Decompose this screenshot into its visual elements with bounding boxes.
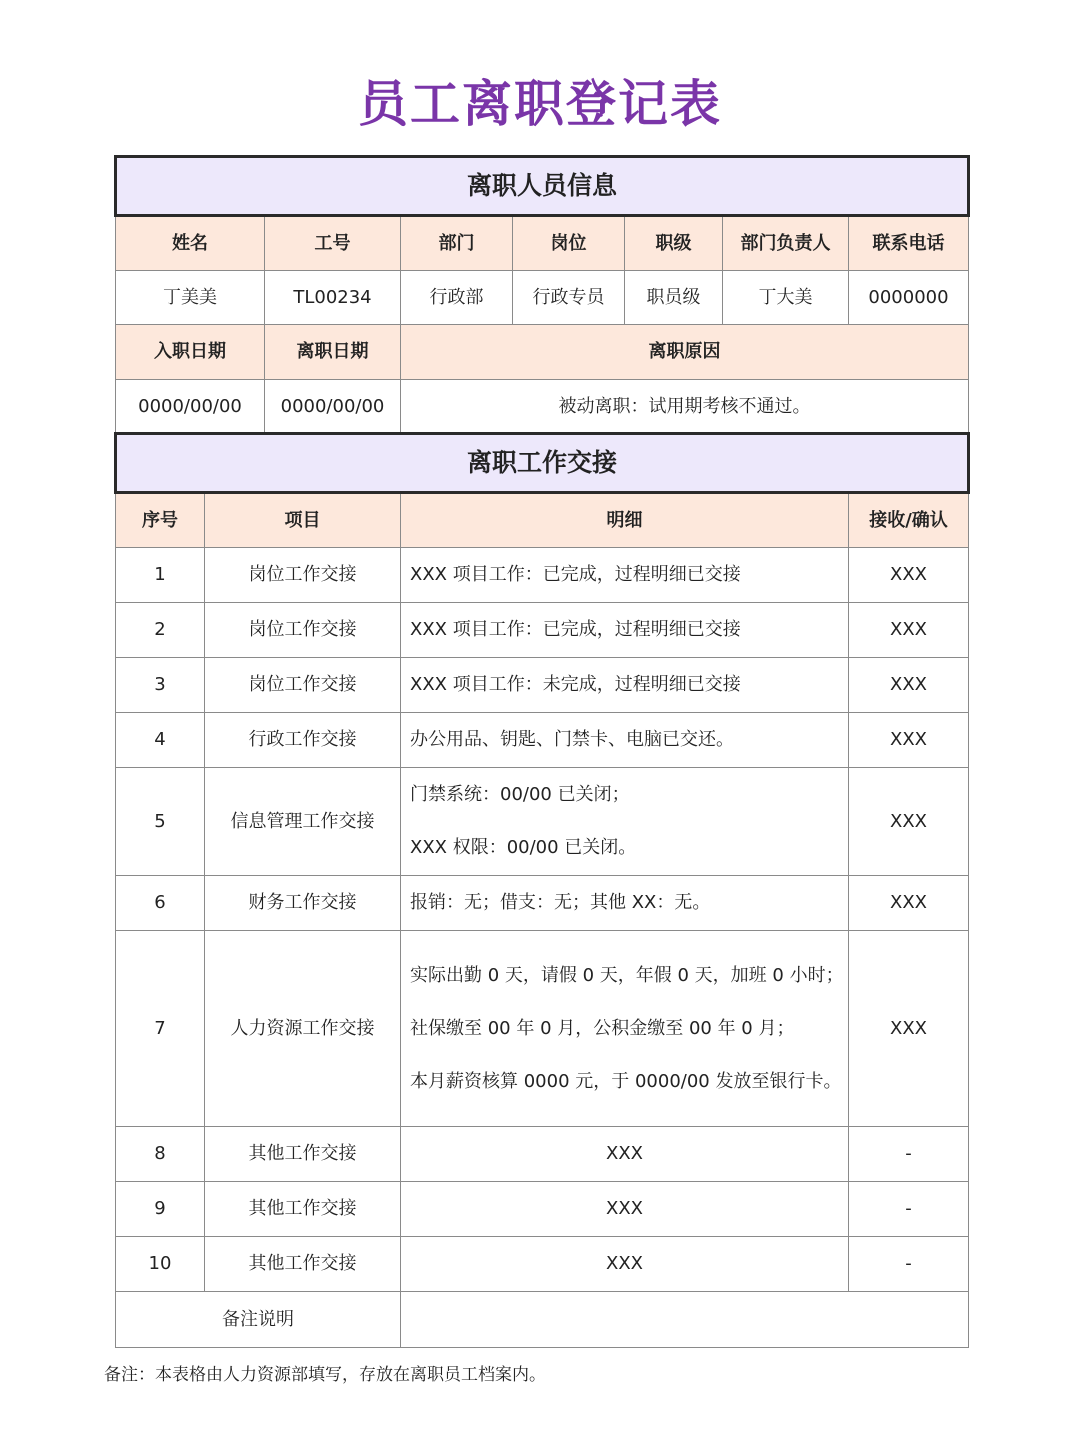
footnote: 备注：本表格由人力资源部填写，存放在离职员工档案内。	[104, 1365, 546, 1385]
row-detail	[401, 713, 849, 768]
row-confirm: XXX	[849, 548, 969, 603]
row-detail	[401, 1127, 849, 1182]
header-phone: 联系电话	[849, 216, 969, 271]
header-employee-id: 工号	[265, 216, 401, 271]
cell-dept-manager: 丁大美	[723, 271, 849, 325]
row-confirm: -	[849, 1182, 969, 1237]
row-number: 7	[116, 931, 205, 1127]
cell-name: 丁美美	[116, 271, 265, 325]
row-number: 8	[116, 1127, 205, 1182]
row-confirm: XXX	[849, 603, 969, 658]
handover-table	[114, 432, 970, 1348]
row-item: 人力资源工作交接	[205, 931, 401, 1127]
row-number: 9	[116, 1182, 205, 1237]
row-detail	[401, 658, 849, 713]
table-row	[116, 1127, 969, 1182]
row-confirm: XXX	[849, 713, 969, 768]
row-detail	[401, 931, 849, 1127]
header-seq: 序号	[116, 493, 205, 548]
row-item: 其他工作交接	[205, 1127, 401, 1182]
row-confirm: XXX	[849, 658, 969, 713]
row-number: 2	[116, 603, 205, 658]
table-row	[116, 658, 969, 713]
row-item: 行政工作交接	[205, 713, 401, 768]
cell-entry-date: 0000/00/00	[116, 380, 265, 435]
header-confirm: 接收/确认	[849, 493, 969, 548]
header-position: 岗位	[513, 216, 625, 271]
cell-rank: 职员级	[625, 271, 723, 325]
row-detail-line: XXX	[606, 1198, 643, 1219]
row-detail-line: XXX 项目工作：已完成，过程明细已交接	[410, 619, 741, 640]
row-item: 岗位工作交接	[205, 658, 401, 713]
row-detail-line: XXX	[606, 1143, 643, 1164]
table-row	[116, 1182, 969, 1237]
row-number: 5	[116, 768, 205, 876]
remark-value	[401, 1292, 969, 1348]
row-detail	[401, 1182, 849, 1237]
page-title: 员工离职登记表	[358, 75, 722, 133]
cell-department: 行政部	[401, 271, 513, 325]
header-leave-reason: 离职原因	[401, 325, 969, 380]
row-confirm: XXX	[849, 876, 969, 931]
row-number: 4	[116, 713, 205, 768]
row-detail	[401, 603, 849, 658]
header-entry-date: 入职日期	[116, 325, 265, 380]
row-detail	[401, 768, 849, 876]
header-leave-date: 离职日期	[265, 325, 401, 380]
table-row	[116, 876, 969, 931]
table-row	[116, 603, 969, 658]
header-detail: 明细	[401, 493, 849, 548]
table-row	[116, 548, 969, 603]
row-detail-line: 社保缴至 00 年 0 月，公积金缴至 00 年 0 月；	[410, 1017, 795, 1039]
row-number: 3	[116, 658, 205, 713]
cell-leave-date: 0000/00/00	[265, 380, 401, 435]
remark-label: 备注说明	[116, 1292, 401, 1348]
employee-info-table	[114, 155, 970, 435]
row-item: 财务工作交接	[205, 876, 401, 931]
row-number: 6	[116, 876, 205, 931]
row-item: 信息管理工作交接	[205, 768, 401, 876]
row-detail-line: XXX 权限：00/00 已关闭。	[410, 837, 637, 858]
cell-position: 行政专员	[513, 271, 625, 325]
table-row	[116, 768, 969, 876]
header-dept-manager: 部门负责人	[723, 216, 849, 271]
header-item: 项目	[205, 493, 401, 548]
table-row	[116, 713, 969, 768]
table-row	[116, 1237, 969, 1292]
section-title-employee-info: 离职人员信息	[116, 157, 969, 216]
row-item: 其他工作交接	[205, 1182, 401, 1237]
row-item: 岗位工作交接	[205, 548, 401, 603]
row-confirm: -	[849, 1237, 969, 1292]
row-detail-line: 报销：无；借支：无；其他 XX：无。	[410, 892, 711, 913]
row-detail	[401, 548, 849, 603]
row-confirm: XXX	[849, 931, 969, 1127]
row-confirm: -	[849, 1127, 969, 1182]
row-number: 1	[116, 548, 205, 603]
table-row	[116, 931, 969, 1127]
cell-phone: 0000000	[849, 271, 969, 325]
cell-leave-reason: 被动离职：试用期考核不通过。	[401, 380, 969, 435]
section-title-handover: 离职工作交接	[116, 434, 969, 493]
row-item: 岗位工作交接	[205, 603, 401, 658]
header-name: 姓名	[116, 216, 265, 271]
row-detail	[401, 876, 849, 931]
row-detail-line: XXX	[606, 1253, 643, 1274]
row-number: 10	[116, 1237, 205, 1292]
header-rank: 职级	[625, 216, 723, 271]
row-detail-line: 办公用品、钥匙、门禁卡、电脑已交还。	[410, 729, 734, 750]
row-detail-line: XXX 项目工作：已完成，过程明细已交接	[410, 564, 741, 585]
row-confirm: XXX	[849, 768, 969, 876]
row-detail-line: XXX 项目工作：未完成，过程明细已交接	[410, 674, 741, 695]
row-detail-line: 本月薪资核算 0000 元，于 0000/00 发放至银行卡。	[410, 1070, 842, 1092]
header-department: 部门	[401, 216, 513, 271]
row-item: 其他工作交接	[205, 1237, 401, 1292]
cell-employee-id: TL00234	[265, 271, 401, 325]
row-detail-line: 门禁系统：00/00 已关闭；	[410, 784, 630, 805]
row-detail-line: 实际出勤 0 天，请假 0 天，年假 0 天，加班 0 小时；	[410, 964, 844, 986]
row-detail	[401, 1237, 849, 1292]
